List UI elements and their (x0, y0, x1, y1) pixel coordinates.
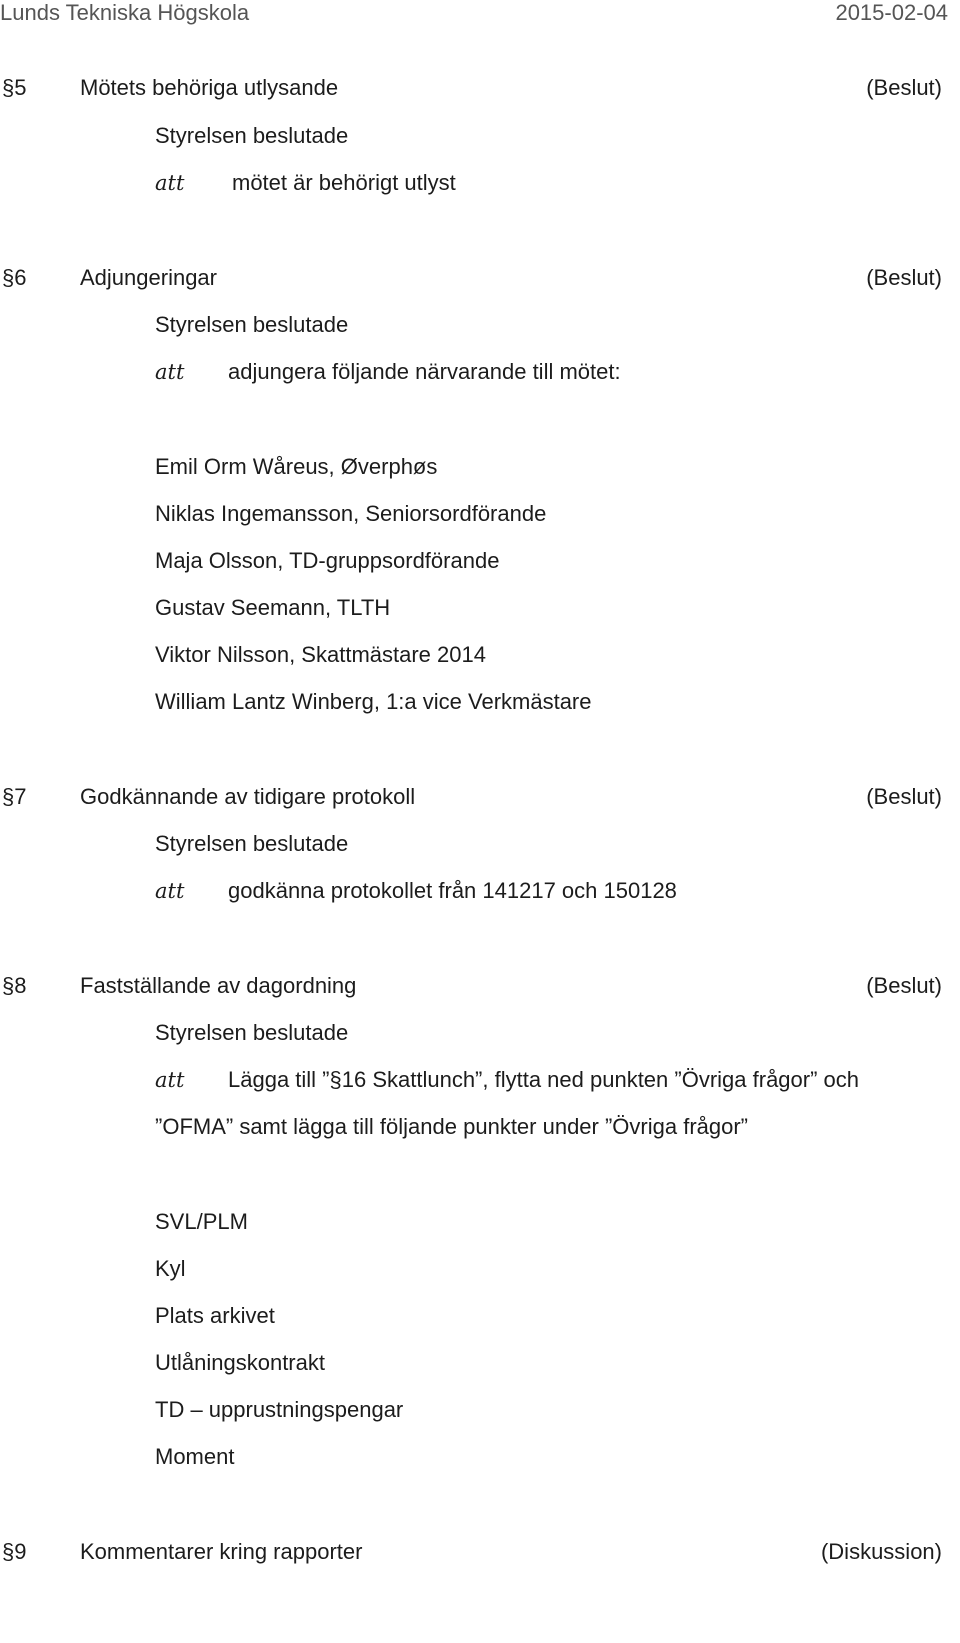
list-item: Utlåningskontrakt (155, 1350, 325, 1375)
list-item: Niklas Ingemansson, Seniorsordförande (155, 501, 547, 526)
section-type: (Beslut) (866, 265, 942, 290)
decision-intro: Styrelsen beslutade (155, 123, 349, 148)
att-label: att (155, 1068, 185, 1092)
section-title: Kommentarer kring rapporter (80, 1539, 363, 1564)
list-item: Gustav Seemann, TLTH (155, 595, 391, 620)
section-type: (Diskussion) (820, 1539, 942, 1564)
section-number: §7 (2, 784, 27, 809)
section-type: (Beslut) (866, 784, 942, 809)
section-title: Fastställande av dagordning (80, 973, 357, 998)
list-item: Emil Orm Wåreus, Øverphøs (155, 454, 438, 479)
att-label: att (155, 879, 185, 903)
institution-name: Lunds Tekniska Högskola (0, 0, 250, 25)
section-title: Mötets behöriga utlysande (80, 75, 339, 100)
section-type: (Beslut) (866, 75, 942, 100)
decision-text: Lägga till ”§16 Skattlunch”, flytta ned punkten ”Övriga frågor” och (228, 1067, 860, 1092)
decision-text: mötet är behörigt utlyst (232, 170, 456, 195)
att-label: att (155, 171, 185, 195)
list-item: Plats arkivet (155, 1303, 275, 1328)
section-number: §9 (2, 1539, 27, 1564)
section-title: Godkännande av tidigare protokoll (80, 784, 416, 809)
section-title: Adjungeringar (80, 265, 217, 290)
section-type: (Beslut) (866, 973, 942, 998)
list-item: Kyl (155, 1256, 186, 1281)
decision-text: godkänna protokollet från 141217 och 150128 (228, 878, 677, 903)
decision-text-continued: ”OFMA” samt lägga till följande punkter under ”Övriga frågor” (155, 1114, 749, 1139)
list-item: Maja Olsson, TD-gruppsordförande (155, 548, 500, 573)
document-date: 2015-02-04 (835, 0, 948, 25)
list-item: Viktor Nilsson, Skattmästare 2014 (155, 642, 486, 667)
att-label: att (155, 360, 185, 384)
section-number: §5 (2, 75, 27, 100)
list-item: TD – upprustningspengar (155, 1397, 404, 1422)
list-item: SVL/PLM (155, 1209, 248, 1234)
section-number: §6 (2, 265, 27, 290)
section-number: §8 (2, 973, 27, 998)
list-item: Moment (155, 1444, 235, 1469)
decision-intro: Styrelsen beslutade (155, 1020, 349, 1045)
decision-intro: Styrelsen beslutade (155, 312, 349, 337)
decision-intro: Styrelsen beslutade (155, 831, 349, 856)
decision-text: adjungera följande närvarande till mötet: (228, 359, 621, 384)
list-item: William Lantz Winberg, 1:a vice Verkmästare (155, 689, 592, 714)
